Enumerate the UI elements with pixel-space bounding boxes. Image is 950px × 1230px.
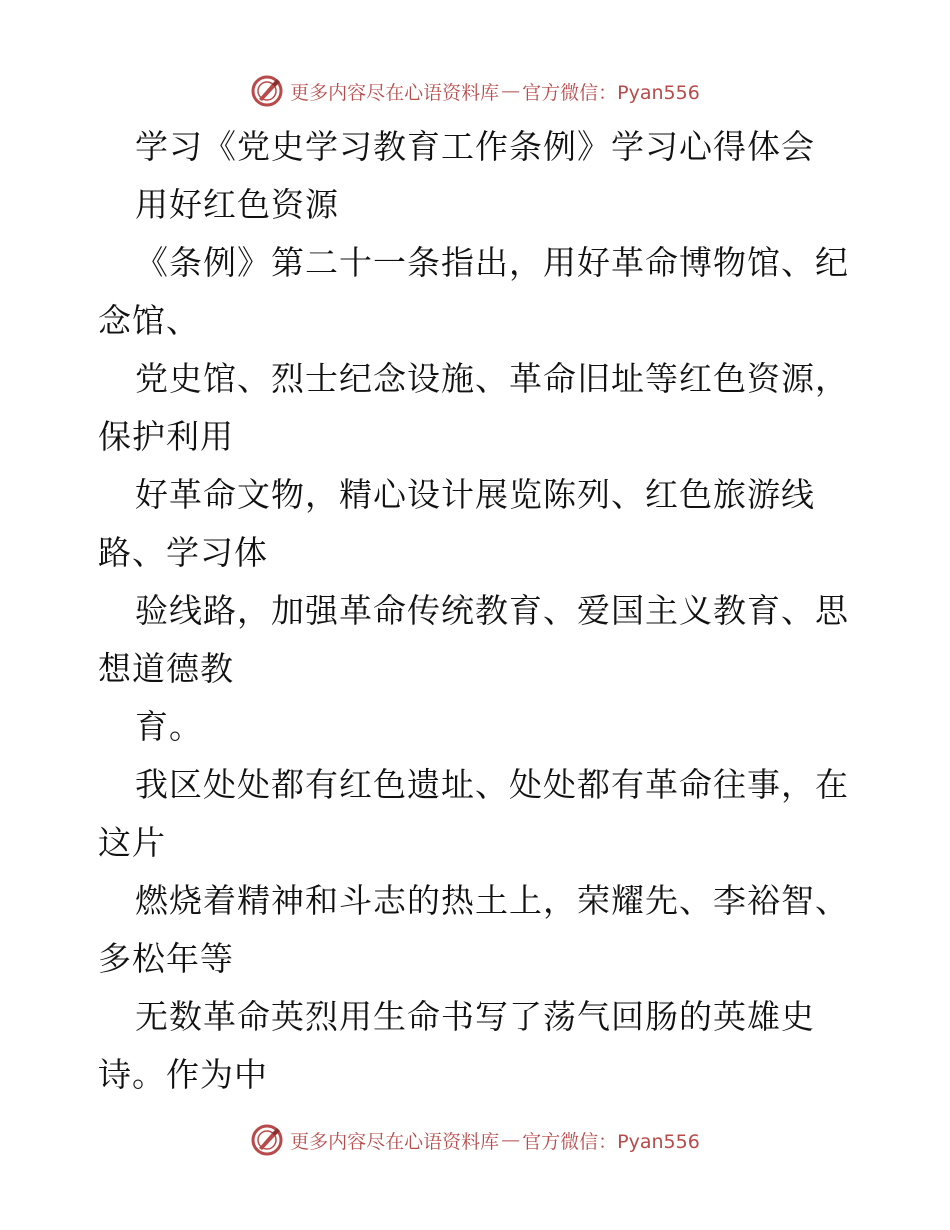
- paragraph-line: 验线路，加强革命传统教育、爱国主义教育、思: [135, 591, 849, 630]
- paragraph-line: 育。: [135, 707, 203, 746]
- document-body: [98, 118, 858, 1104]
- paragraph-line: 这片: [98, 823, 166, 862]
- pen-seal-logo-icon: [250, 74, 284, 108]
- footer-watermark: [0, 1120, 950, 1160]
- pen-seal-logo-icon: [250, 1123, 284, 1157]
- section-heading: 用好红色资源: [135, 185, 339, 224]
- watermark-brand-text: 更多内容尽在心语资料库: [290, 81, 500, 104]
- paragraph-line: 多松年等: [98, 939, 234, 978]
- watermark-contact-text: 官方微信：Pyan556: [522, 81, 700, 104]
- document-title: 学习《党史学习教育工作条例》学习心得体会: [135, 127, 815, 166]
- paragraph-line: 无数革命英烈用生命书写了荡气回肠的英雄史: [135, 997, 815, 1036]
- paragraph-line: 想道德教: [98, 649, 234, 688]
- paragraph-line: 保护利用: [98, 417, 234, 456]
- watermark-brand-text: 更多内容尽在心语资料库: [290, 1130, 500, 1153]
- paragraph-line: 念馆、: [98, 301, 200, 340]
- paragraph-line: 党史馆、烈士纪念设施、革命旧址等红色资源，: [135, 359, 849, 398]
- paragraph-line: 《条例》第二十一条指出，用好革命博物馆、纪: [135, 243, 849, 282]
- watermark-contact-text: 官方微信：Pyan556: [522, 1130, 700, 1153]
- paragraph-line: 路、学习体: [98, 533, 268, 572]
- paragraph-line: 燃烧着精神和斗志的热土上，荣耀先、李裕智、: [135, 881, 849, 920]
- watermark-separator: —: [501, 80, 521, 102]
- watermark-separator: —: [501, 1129, 521, 1151]
- paragraph-line: 我区处处都有红色遗址、处处都有革命往事，在: [135, 765, 849, 804]
- paragraph-line: 诗。作为中: [98, 1055, 268, 1094]
- header-watermark: [0, 71, 950, 111]
- paragraph-line: 好革命文物，精心设计展览陈列、红色旅游线: [135, 475, 815, 514]
